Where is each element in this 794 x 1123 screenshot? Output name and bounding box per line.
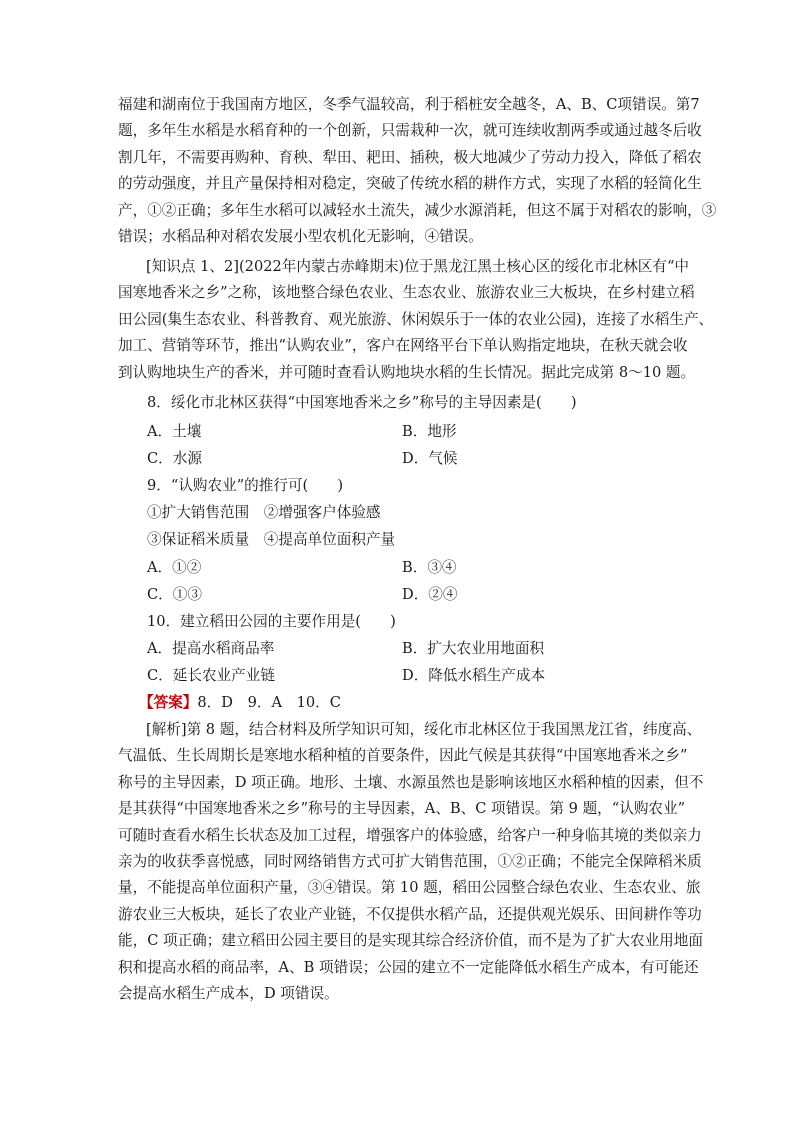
text-line: 气温低、生长周期长是寒地水稻种植的首要条件，因此气候是其获得“中国寒地香米之乡” xyxy=(118,747,688,765)
answer-tag: 【答案】 xyxy=(139,694,198,711)
q9-option-d: D．②④ xyxy=(402,586,458,603)
intro-paragraph xyxy=(118,92,717,250)
analysis-paragraph xyxy=(118,717,704,1007)
text-line: 亲为的收获季喜悦感，同时网络销售方式可扩大销售范围，①②正确；不能完全保障稻米质 xyxy=(118,853,702,871)
text-line: 会提高水稻生产成本，D 项错误。 xyxy=(118,985,339,1003)
text-line: [解析]第 8 题，结合材料及所学知识可知，绥化市北林区位于我国黑龙江省，纬度高、 xyxy=(146,721,702,738)
q10-option-d: D．降低水稻生产成本 xyxy=(402,667,546,684)
question-8-stem: 8．绥化市北林区获得“中国寒地香米之乡”称号的主导因素是( ) xyxy=(147,394,577,411)
text-line: 游农业三大板块，延长了农业产业链，不仅提供水稻产品，还提供观光娱乐、田间耕作等功 xyxy=(118,905,702,923)
q9-option-a: A．①② xyxy=(147,559,202,576)
text-line: 的劳动强度，并且产量保持相对稳定，突破了传统水稻的耕作方式，实现了水稻的轻简化生 xyxy=(118,175,702,193)
text-line: 可随时查看水稻生长状态及加工过程，增强客户的体验感，给客户一种身临其境的类似亲力 xyxy=(118,826,702,844)
text-line: 错误；水稻品种对稻农发展小型农机化无影响，④错误。 xyxy=(118,228,483,246)
q9-items-line-1: ①扩大销售范围 ②增强客户体验感 xyxy=(147,504,381,521)
answer-line xyxy=(139,690,341,716)
answer-text: 8．D 9．A 10．C xyxy=(197,694,341,711)
text-line: 是其获得“中国寒地香米之乡”称号的主导因素，A、B、C 项错误。第 9 题，“认购农业” xyxy=(118,800,686,818)
text-line: 题，多年生水稻是水稻育种的一个创新，只需栽种一次，就可连续收割两季或通过越冬后收 xyxy=(118,122,702,140)
material-paragraph xyxy=(118,254,714,386)
q8-option-d: D．气候 xyxy=(402,450,458,467)
text-line: 割几年，不需要再购种、育秧、犁田、耙田、插秧，极大地减少了劳动力投入，降低了稻农 xyxy=(118,148,702,166)
question-9-stem: 9．“认购农业”的推行可( ) xyxy=(147,477,344,494)
text-line: 产，①②正确；多年生水稻可以减轻水土流失，减少水源消耗，但这不属于对稻农的影响，③ xyxy=(118,201,717,219)
q10-option-b: B．扩大农业用地面积 xyxy=(402,640,545,657)
q9-items-line-2: ③保证稻米质量 ④提高单位面积产量 xyxy=(147,531,396,548)
text-line: 田公园(集生态农业、科普教育、观光旅游、休闲娱乐于一体的农业公园)，连接了水稻生产、 xyxy=(118,310,714,328)
q10-option-c: C．延长农业产业链 xyxy=(147,667,275,684)
text-line: 国寒地香米之乡”之称，该地整合绿色农业、生态农业、旅游农业三大板块，在乡村建立稻 xyxy=(118,284,695,302)
text-line: [知识点 1、2](2022年内蒙古赤峰期末)位于黑龙江黑土核心区的绥化市北林区有“中 xyxy=(146,258,689,275)
text-line: 积和提高水稻的商品率，A、B 项错误；公园的建立不一定能降低水稻生产成本，有可能还 xyxy=(118,958,699,976)
q10-option-a: A．提高水稻商品率 xyxy=(147,640,275,657)
q8-option-b: B．地形 xyxy=(402,423,457,440)
question-10-stem: 10．建立稻田公园的主要作用是( ) xyxy=(147,613,396,630)
q8-option-a: A．土壤 xyxy=(147,423,202,440)
q9-option-c: C．①③ xyxy=(147,586,202,603)
text-line: 福建和湖南位于我国南方地区，冬季气温较高，利于稻桩安全越冬，A、B、C项错误。第7 xyxy=(118,96,700,113)
text-line: 能，C 项正确；建立稻田公园主要目的是实现其综合经济价值，而不是为了扩大农业用地面 xyxy=(118,932,703,950)
q8-option-c: C．水源 xyxy=(147,450,202,467)
text-line: 量，不能提高单位面积产量，③④错误。第 10 题，稻田公园整合绿色农业、生态农业、旅 xyxy=(118,879,701,897)
q9-option-b: B．③④ xyxy=(402,559,457,576)
text-line: 到认购地块生产的香米，并可随时查看认购地块水稻的生长情况。据此完成第 8～10 题。 xyxy=(118,363,696,381)
text-line: 称号的主导因素，D 项正确。地形、土壤、水源虽然也是影响该地区水稻种植的因素，但不 xyxy=(118,773,704,791)
text-line: 加工、营销等环节，推出“认购农业”，客户在网络平台下单认购指定地块，在秋天就会收 xyxy=(118,337,688,355)
